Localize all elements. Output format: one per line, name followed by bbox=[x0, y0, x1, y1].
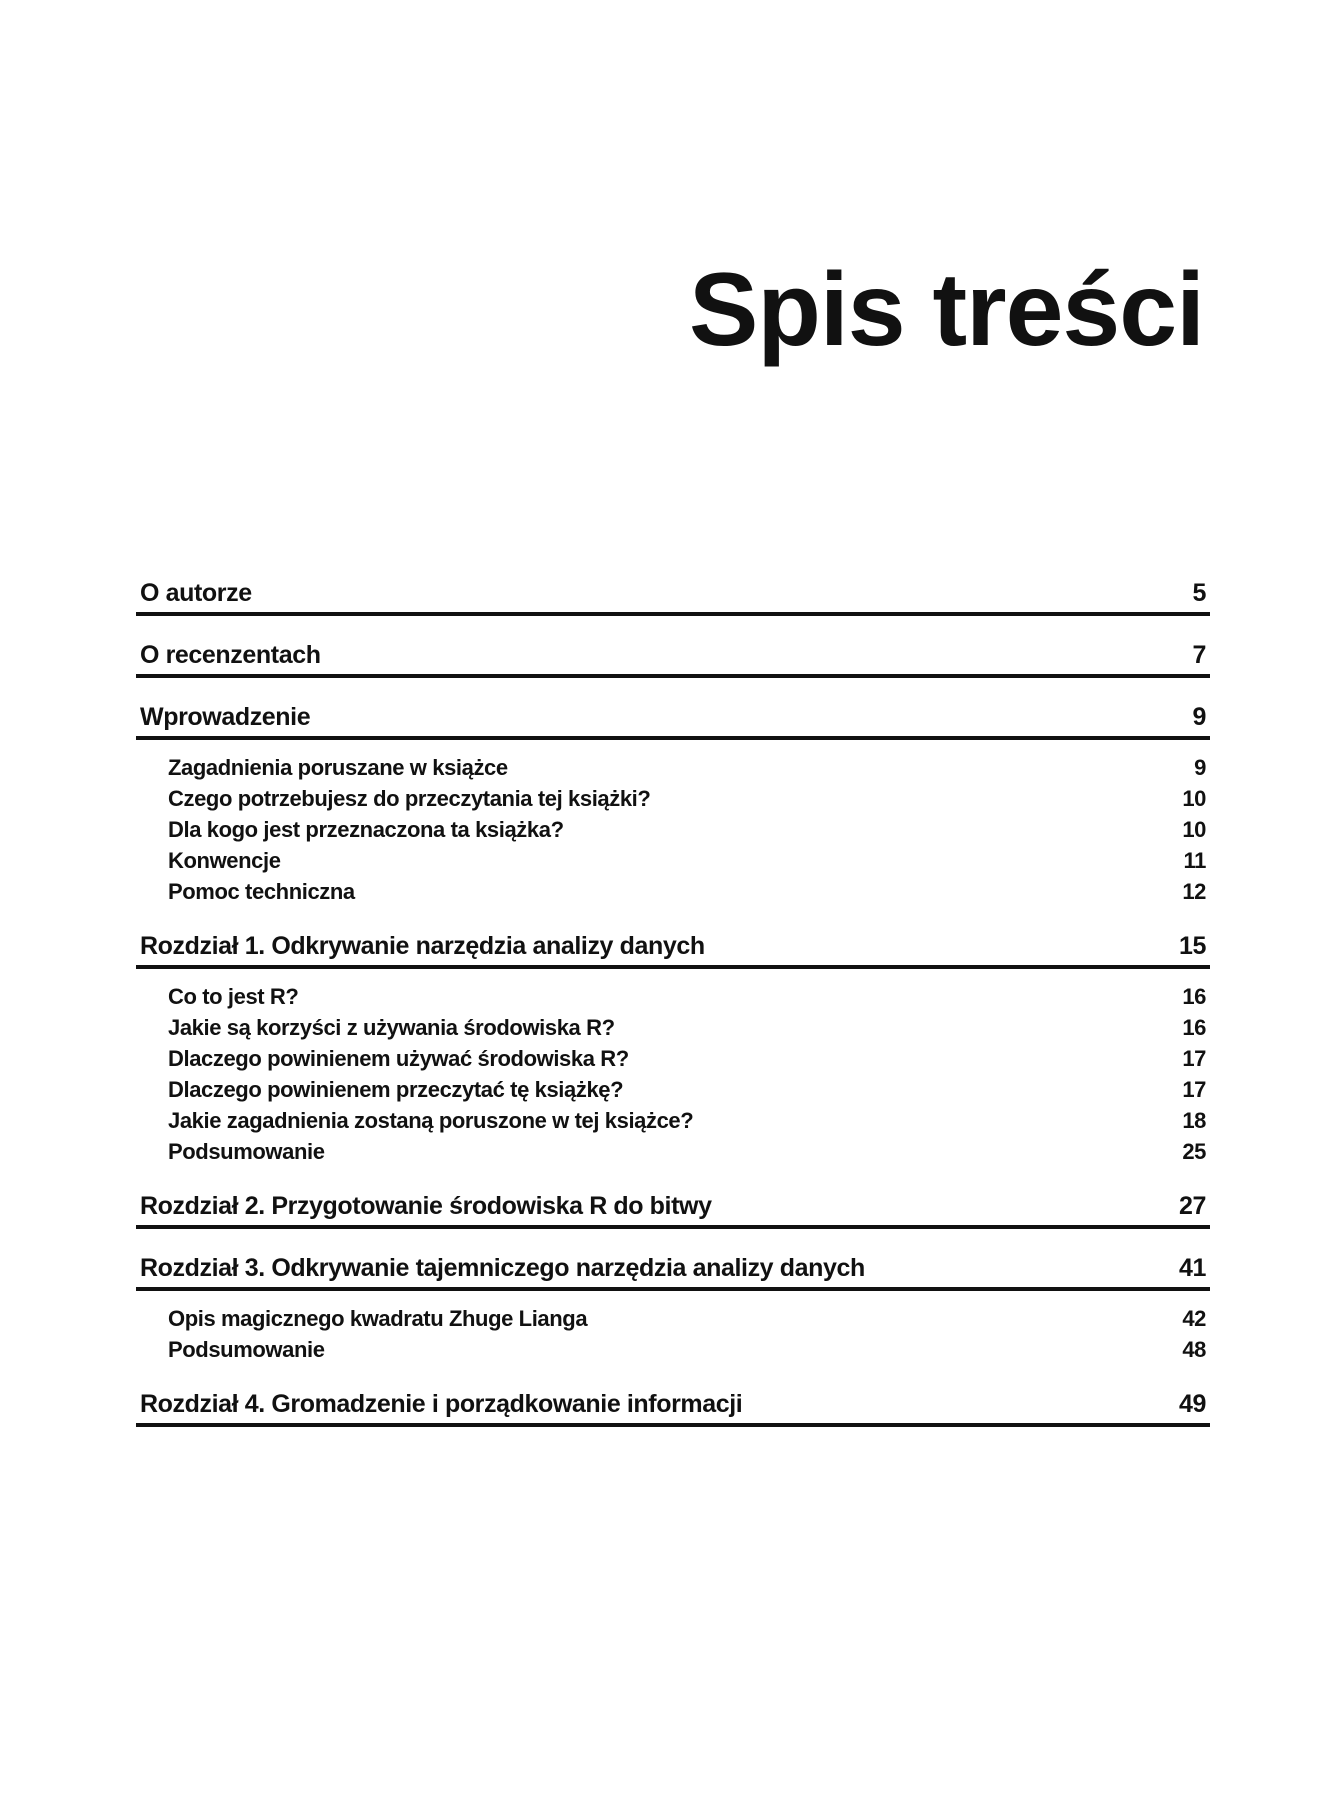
section-page-number: 49 bbox=[1178, 1390, 1206, 1418]
toc-entry[interactable] bbox=[168, 1043, 1206, 1074]
toc-section-heading[interactable] bbox=[136, 578, 1210, 616]
toc-entry[interactable] bbox=[168, 876, 1206, 907]
section-page-number: 15 bbox=[1178, 932, 1206, 960]
toc-section bbox=[136, 1191, 1210, 1229]
toc-entry[interactable] bbox=[168, 845, 1206, 876]
toc-entry-list bbox=[136, 969, 1210, 1167]
entry-page-number: 10 bbox=[1182, 817, 1206, 842]
toc-section bbox=[136, 578, 1210, 616]
entry-page-number: 18 bbox=[1182, 1108, 1206, 1133]
section-title: Rozdział 2. Przygotowanie środowiska R do bitwy bbox=[140, 1192, 712, 1220]
entry-page-number: 12 bbox=[1182, 879, 1206, 904]
section-page-number: 9 bbox=[1192, 703, 1206, 731]
entry-title: Podsumowanie bbox=[168, 1139, 325, 1164]
entry-page-number: 42 bbox=[1182, 1306, 1206, 1331]
toc-entry[interactable] bbox=[168, 1105, 1206, 1136]
toc-entry[interactable] bbox=[168, 1074, 1206, 1105]
table-of-contents bbox=[136, 578, 1210, 1451]
toc-section-heading[interactable] bbox=[136, 931, 1210, 969]
entry-page-number: 16 bbox=[1182, 984, 1206, 1009]
toc-entry-list bbox=[136, 1291, 1210, 1365]
entry-title: Jakie zagadnienia zostaną poruszone w tej książce? bbox=[168, 1108, 694, 1133]
entry-title: Dla kogo jest przeznaczona ta książka? bbox=[168, 817, 564, 842]
toc-section-heading[interactable] bbox=[136, 1389, 1210, 1427]
toc-entry[interactable] bbox=[168, 814, 1206, 845]
section-title: Wprowadzenie bbox=[140, 703, 311, 731]
entry-title: Opis magicznego kwadratu Zhuge Lianga bbox=[168, 1306, 588, 1331]
section-page-number: 27 bbox=[1178, 1192, 1206, 1220]
section-page-number: 5 bbox=[1192, 579, 1206, 607]
entry-title: Dlaczego powinienem przeczytać tę książkę? bbox=[168, 1077, 624, 1102]
toc-section-heading[interactable] bbox=[136, 702, 1210, 740]
entry-page-number: 17 bbox=[1182, 1046, 1206, 1071]
toc-section bbox=[136, 640, 1210, 678]
toc-entry[interactable] bbox=[168, 1012, 1206, 1043]
entry-title: Pomoc techniczna bbox=[168, 879, 355, 904]
entry-title: Czego potrzebujesz do przeczytania tej książki? bbox=[168, 786, 651, 811]
toc-entry[interactable] bbox=[168, 1303, 1206, 1334]
entry-page-number: 16 bbox=[1182, 1015, 1206, 1040]
entry-title: Dlaczego powinienem używać środowiska R? bbox=[168, 1046, 629, 1071]
toc-section bbox=[136, 1389, 1210, 1427]
toc-section bbox=[136, 931, 1210, 1167]
section-title: Rozdział 3. Odkrywanie tajemniczego narzędzia analizy danych bbox=[140, 1254, 865, 1282]
section-page-number: 41 bbox=[1178, 1254, 1206, 1282]
toc-entry[interactable] bbox=[168, 752, 1206, 783]
entry-title: Co to jest R? bbox=[168, 984, 299, 1009]
section-title: O autorze bbox=[140, 579, 252, 607]
section-page-number: 7 bbox=[1192, 641, 1206, 669]
entry-title: Konwencje bbox=[168, 848, 281, 873]
entry-page-number: 48 bbox=[1182, 1337, 1206, 1362]
toc-section bbox=[136, 702, 1210, 907]
toc-entry[interactable] bbox=[168, 1136, 1206, 1167]
toc-entry[interactable] bbox=[168, 1334, 1206, 1365]
entry-title: Jakie są korzyści z używania środowiska R? bbox=[168, 1015, 615, 1040]
entry-page-number: 25 bbox=[1182, 1139, 1206, 1164]
toc-section-heading[interactable] bbox=[136, 1253, 1210, 1291]
toc-section-heading[interactable] bbox=[136, 1191, 1210, 1229]
toc-section bbox=[136, 1253, 1210, 1365]
section-title: O recenzentach bbox=[140, 641, 321, 669]
section-title: Rozdział 4. Gromadzenie i porządkowanie informacji bbox=[140, 1390, 743, 1418]
entry-page-number: 17 bbox=[1182, 1077, 1206, 1102]
section-title: Rozdział 1. Odkrywanie narzędzia analizy danych bbox=[140, 932, 705, 960]
entry-title: Podsumowanie bbox=[168, 1337, 325, 1362]
entry-page-number: 9 bbox=[1194, 755, 1206, 780]
entry-page-number: 11 bbox=[1183, 848, 1206, 873]
toc-section-heading[interactable] bbox=[136, 640, 1210, 678]
toc-entry[interactable] bbox=[168, 783, 1206, 814]
toc-entry[interactable] bbox=[168, 981, 1206, 1012]
entry-title: Zagadnienia poruszane w książce bbox=[168, 755, 508, 780]
page-title: Spis treści bbox=[688, 252, 1204, 368]
entry-page-number: 10 bbox=[1182, 786, 1206, 811]
toc-entry-list bbox=[136, 740, 1210, 907]
